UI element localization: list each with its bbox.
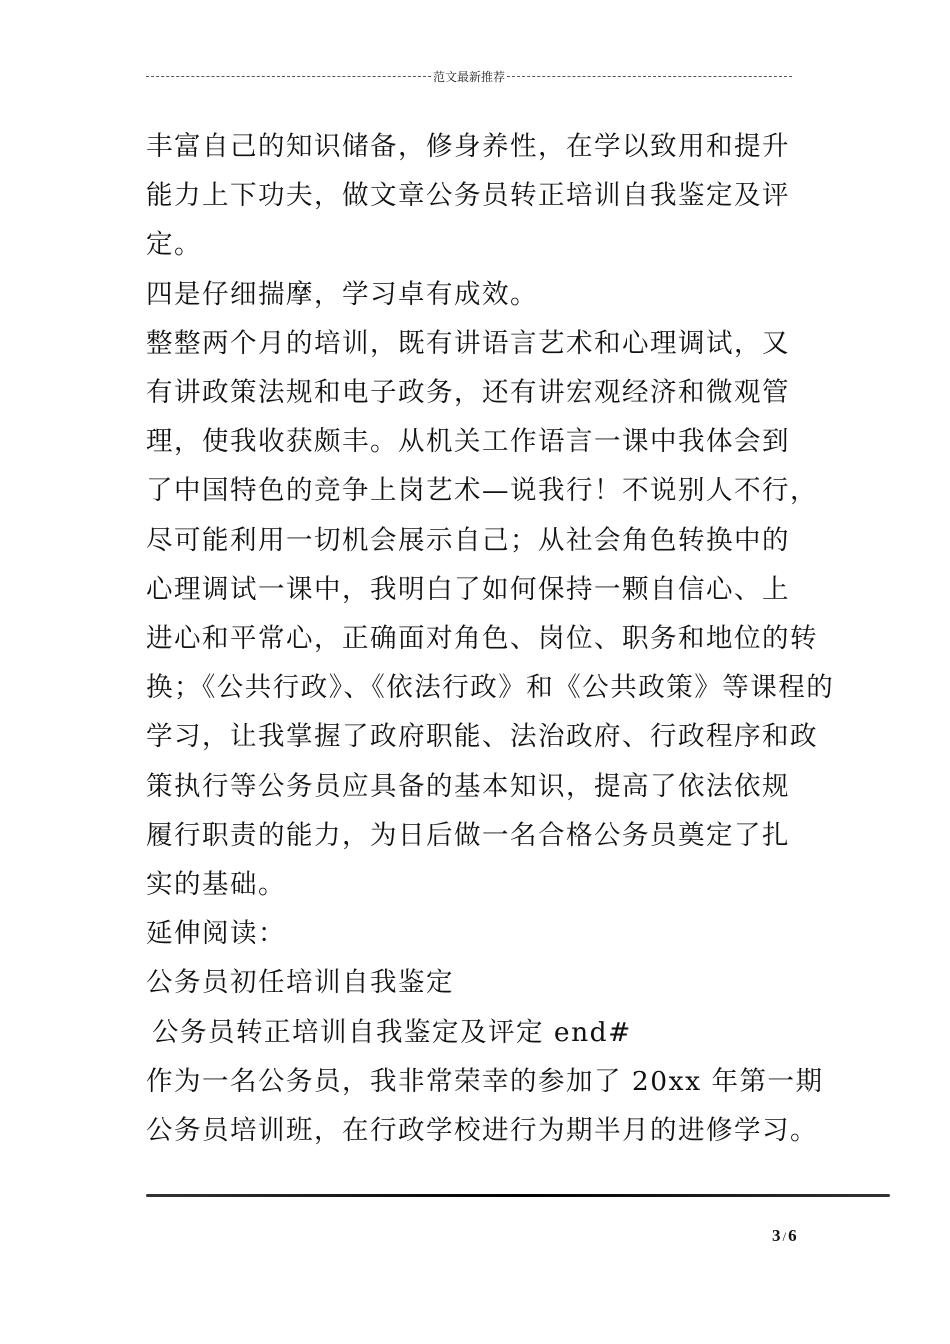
body-line: 有讲政策法规和电子政务，还有讲宏观经济和微观管 xyxy=(146,377,790,409)
body-line: 丰富自己的知识储备，修身养性，在学以致用和提升 xyxy=(146,131,790,162)
header-dash-left xyxy=(146,76,431,77)
page-total: 6 xyxy=(788,1226,797,1245)
body-line: 公务员培训班，在行政学校进行为期半月的进修学习。 xyxy=(146,1115,818,1147)
body-line: 整整两个月的培训，既有讲语言艺术和心理调试，又 xyxy=(146,327,790,359)
body-line: 了中国特色的竞争上岗艺术—说我行！不说别人不行， xyxy=(146,475,818,507)
body-line: 能力上下功夫，做文章公务员转正培训自我鉴定及评 xyxy=(146,180,790,212)
page-header xyxy=(146,64,792,88)
document-body xyxy=(146,122,835,1155)
page-separator: / xyxy=(782,1229,787,1244)
body-line: 学习，让我掌握了政府职能、法治政府、行政程序和政 xyxy=(146,721,818,753)
body-line: 心理调试一课中，我明白了如何保持一颗自信心、上 xyxy=(146,573,790,605)
body-line: 定。 xyxy=(146,229,202,261)
body-line: 尽可能利用一切机会展示自己；从社会角色转换中的 xyxy=(146,524,790,556)
body-line: 延伸阅读： xyxy=(146,918,286,950)
header-title: 范文最新推荐 xyxy=(433,69,506,84)
footer-divider xyxy=(146,1194,890,1197)
page-number xyxy=(772,1226,797,1246)
body-line: 策执行等公务员应具备的基本知识，提高了依法依规 xyxy=(146,770,790,802)
body-line: 四是仔细揣摩，学习卓有成效。 xyxy=(146,278,538,310)
body-line: 进心和平常心，正确面对角色、岗位、职务和地位的转 xyxy=(146,623,818,655)
body-line: 作为一名公务员，我非常荣幸的参加了 20xx 年第一期 xyxy=(146,1065,824,1097)
body-line: 实的基础。 xyxy=(146,869,286,901)
body-line: 理，使我收获颇丰。从机关工作语言一课中我体会到 xyxy=(146,426,790,458)
body-line: 公务员初任培训自我鉴定 xyxy=(146,967,454,999)
header-dash-right xyxy=(507,76,792,77)
page-current: 3 xyxy=(772,1226,781,1245)
body-line: 公务员转正培训自我鉴定及评定 end# xyxy=(152,1016,632,1048)
body-line: 履行职责的能力，为日后做一名合格公务员奠定了扎 xyxy=(146,819,790,851)
body-line: 换；《公共行政》、《依法行政》和《公共政策》等课程的 xyxy=(146,672,835,704)
